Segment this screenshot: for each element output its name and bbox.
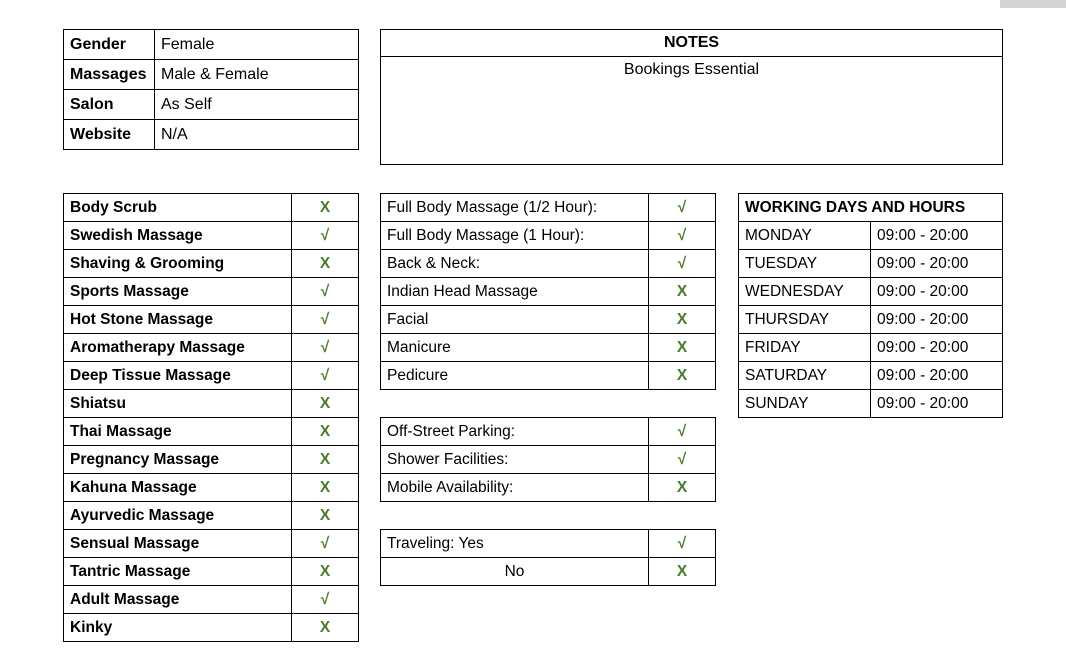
traveling-no-label: No (381, 558, 649, 586)
working-day: MONDAY (739, 222, 871, 250)
traveling-yes-value: √ (649, 530, 716, 558)
info-label-salon: Salon (64, 90, 155, 120)
service-name: Deep Tissue Massage (64, 362, 292, 390)
massage-options-table (380, 193, 716, 390)
service-value: X (292, 474, 359, 502)
table-row (739, 278, 1003, 306)
service-value: X (292, 446, 359, 474)
table-row (381, 250, 716, 278)
table-row (64, 120, 359, 150)
profile-info-table (63, 29, 359, 150)
service-value: X (292, 194, 359, 222)
table-row (739, 306, 1003, 334)
massage-option-value: X (649, 334, 716, 362)
table-row (739, 222, 1003, 250)
top-edge-strip (1000, 0, 1066, 8)
service-name: Sports Massage (64, 278, 292, 306)
working-day: FRIDAY (739, 334, 871, 362)
traveling-table (380, 529, 716, 586)
facility-value: X (649, 474, 716, 502)
working-time: 09:00 - 20:00 (871, 334, 1003, 362)
table-row (64, 334, 359, 362)
table-row (381, 278, 716, 306)
massage-option-value: √ (649, 194, 716, 222)
service-value: √ (292, 530, 359, 558)
service-name: Swedish Massage (64, 222, 292, 250)
service-value: √ (292, 222, 359, 250)
table-row (739, 390, 1003, 418)
service-name: Aromatherapy Massage (64, 334, 292, 362)
table-row (381, 334, 716, 362)
table-row (381, 530, 716, 558)
massage-option-name: Indian Head Massage (381, 278, 649, 306)
massage-option-value: X (649, 278, 716, 306)
facility-value: √ (649, 418, 716, 446)
table-row (381, 418, 716, 446)
massage-option-name: Facial (381, 306, 649, 334)
services-table (63, 193, 359, 642)
service-name: Sensual Massage (64, 530, 292, 558)
service-name: Hot Stone Massage (64, 306, 292, 334)
table-row (64, 30, 359, 60)
service-name: Shaving & Grooming (64, 250, 292, 278)
facility-value: √ (649, 446, 716, 474)
table-row (64, 502, 359, 530)
table-row (381, 558, 716, 586)
table-row (381, 194, 716, 222)
notes-table (380, 29, 1003, 165)
info-value-website: N/A (155, 120, 359, 150)
service-name: Thai Massage (64, 418, 292, 446)
notes-body: Bookings Essential (381, 57, 1003, 165)
table-row (381, 57, 1003, 165)
table-row (739, 362, 1003, 390)
info-value-massages: Male & Female (155, 60, 359, 90)
service-value: X (292, 250, 359, 278)
massage-option-value: √ (649, 250, 716, 278)
table-row (64, 250, 359, 278)
service-name: Ayurvedic Massage (64, 502, 292, 530)
working-day: TUESDAY (739, 250, 871, 278)
working-time: 09:00 - 20:00 (871, 306, 1003, 334)
massage-option-value: X (649, 306, 716, 334)
working-time: 09:00 - 20:00 (871, 362, 1003, 390)
service-value: X (292, 614, 359, 642)
info-label-gender: Gender (64, 30, 155, 60)
table-row (64, 558, 359, 586)
info-value-salon: As Self (155, 90, 359, 120)
service-value: X (292, 418, 359, 446)
info-value-gender: Female (155, 30, 359, 60)
table-row (64, 222, 359, 250)
table-row (739, 250, 1003, 278)
working-time: 09:00 - 20:00 (871, 390, 1003, 418)
service-value: √ (292, 586, 359, 614)
massage-option-name: Full Body Massage (1 Hour): (381, 222, 649, 250)
table-row (64, 390, 359, 418)
traveling-no-value: X (649, 558, 716, 586)
table-row (739, 194, 1003, 222)
working-day: SATURDAY (739, 362, 871, 390)
facilities-table (380, 417, 716, 502)
facility-name: Shower Facilities: (381, 446, 649, 474)
table-row (64, 90, 359, 120)
massage-option-value: √ (649, 222, 716, 250)
working-hours-header: WORKING DAYS AND HOURS (739, 194, 1003, 222)
facility-name: Off-Street Parking: (381, 418, 649, 446)
working-day: WEDNESDAY (739, 278, 871, 306)
service-value: X (292, 502, 359, 530)
working-day: THURSDAY (739, 306, 871, 334)
table-row (64, 586, 359, 614)
info-label-massages: Massages (64, 60, 155, 90)
table-row (381, 474, 716, 502)
working-time: 09:00 - 20:00 (871, 250, 1003, 278)
service-value: √ (292, 362, 359, 390)
table-row (64, 418, 359, 446)
service-name: Body Scrub (64, 194, 292, 222)
table-row (381, 362, 716, 390)
table-row (739, 334, 1003, 362)
service-value: √ (292, 334, 359, 362)
table-row (64, 530, 359, 558)
service-name: Adult Massage (64, 586, 292, 614)
notes-header: NOTES (381, 30, 1003, 57)
service-name: Kinky (64, 614, 292, 642)
table-row (64, 278, 359, 306)
working-day: SUNDAY (739, 390, 871, 418)
service-value: X (292, 390, 359, 418)
info-label-website: Website (64, 120, 155, 150)
table-row (64, 362, 359, 390)
service-name: Kahuna Massage (64, 474, 292, 502)
service-name: Shiatsu (64, 390, 292, 418)
working-time: 09:00 - 20:00 (871, 222, 1003, 250)
table-row (381, 222, 716, 250)
working-hours-table (738, 193, 1003, 418)
table-row (64, 60, 359, 90)
massage-option-name: Full Body Massage (1/2 Hour): (381, 194, 649, 222)
traveling-yes-label: Traveling: Yes (381, 530, 649, 558)
working-time: 09:00 - 20:00 (871, 278, 1003, 306)
table-row (64, 614, 359, 642)
table-row (64, 194, 359, 222)
facility-name: Mobile Availability: (381, 474, 649, 502)
service-name: Tantric Massage (64, 558, 292, 586)
massage-option-name: Back & Neck: (381, 250, 649, 278)
massage-option-name: Pedicure (381, 362, 649, 390)
table-row (64, 306, 359, 334)
massage-option-value: X (649, 362, 716, 390)
table-row (64, 446, 359, 474)
service-value: X (292, 558, 359, 586)
massage-option-name: Manicure (381, 334, 649, 362)
service-value: √ (292, 306, 359, 334)
table-row (381, 30, 1003, 57)
table-row (381, 446, 716, 474)
table-row (64, 474, 359, 502)
table-row (381, 306, 716, 334)
service-value: √ (292, 278, 359, 306)
service-name: Pregnancy Massage (64, 446, 292, 474)
